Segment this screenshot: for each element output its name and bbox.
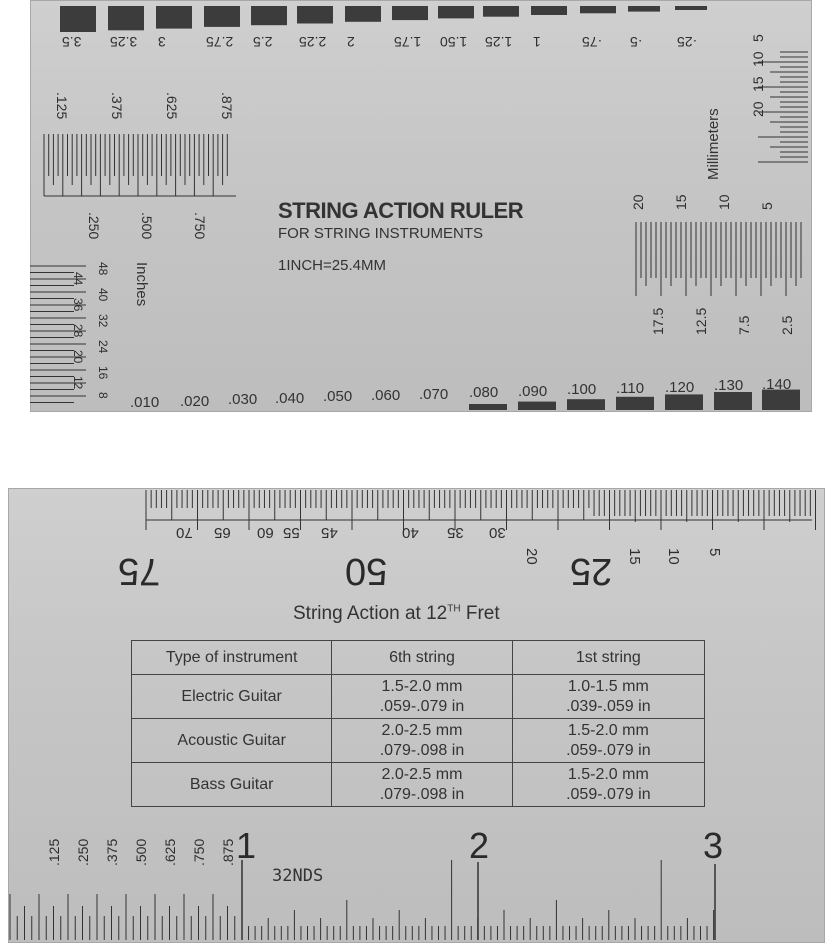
row-sixth [332, 675, 512, 719]
radius-label-inner: 36 [71, 298, 85, 312]
gauge-top-label: 2.5 [253, 34, 273, 50]
feeler-label: .100 [567, 381, 597, 399]
mm-block-bottom-label: 2.5 [779, 315, 795, 335]
sixth-mm: 1.5-2.0 mm [381, 677, 463, 695]
radius-label-inner: 28 [71, 324, 85, 338]
feeler-label: .030 [228, 391, 258, 409]
radius-label: 32 [96, 314, 110, 328]
inch-big-label: 3 [703, 825, 724, 866]
mm-small-label: 45 [321, 524, 338, 541]
feeler-label: .090 [518, 382, 548, 400]
inch-big-label: 1 [236, 825, 257, 866]
row-first [512, 763, 704, 807]
gauge-top-label: 1 [533, 34, 541, 50]
mm-small-label: 15 [626, 548, 643, 565]
first-in: .059-.079 in [566, 741, 651, 759]
mm-big-label: 50 [345, 550, 388, 592]
feeler-label: .040 [275, 389, 305, 407]
feeler-label: .070 [419, 385, 449, 403]
mm-block-top-label: 10 [716, 194, 732, 210]
mm-block-top-label: 5 [759, 202, 775, 210]
feeler-label: .110 [616, 380, 645, 397]
table-row [132, 763, 705, 807]
gauge-top-label: ·25 [677, 34, 698, 50]
radius-label-inner: 44 [71, 272, 85, 286]
table-header-row [132, 641, 705, 675]
header-cell-type: Type of instrument [132, 641, 332, 675]
gauge-top-label: 2.25 [299, 34, 327, 50]
mm-big-label: 25 [570, 550, 613, 592]
inch-fraction-bottom-label: .500 [139, 212, 155, 240]
header-cell-first: 1st string [512, 641, 704, 675]
mm-small-label: 70 [176, 524, 193, 541]
mm-small-label: 40 [402, 524, 419, 541]
inch-fraction-label: .875 [220, 838, 236, 866]
sixth-in: .059-.079 in [379, 697, 465, 715]
sixth-in: .079-.098 in [379, 741, 465, 759]
mm-small-label: 10 [665, 548, 682, 565]
first-mm: 1.5-2.0 mm [567, 765, 649, 783]
table-row [132, 675, 705, 719]
inch-fraction-top-label: .375 [109, 92, 125, 120]
inch-fraction-label: .750 [191, 838, 207, 866]
row-type: Electric Guitar [132, 675, 332, 719]
inch-fraction-label: .625 [162, 838, 178, 866]
gauge-top-label: 3.5 [62, 34, 82, 50]
gauge-top-label: 1.75 [394, 34, 422, 50]
inch-big-label: 2 [469, 825, 490, 866]
gauge-top-label: 1.25 [485, 34, 513, 50]
feeler-label: .060 [371, 387, 401, 404]
ruler-conversion: 1INCH=25.4MM [278, 257, 386, 274]
mm-small-label: 5 [706, 548, 723, 557]
gauge-top-label: 3.25 [110, 34, 138, 50]
first-mm: 1.5-2.0 mm [567, 721, 649, 739]
table-title [293, 603, 500, 625]
inch-fraction-label: .500 [133, 838, 149, 866]
inch-fraction-bottom-label: .250 [86, 212, 102, 240]
row-sixth [332, 763, 512, 807]
radius-label: 24 [96, 340, 110, 354]
mm-block-bottom-label: 17.5 [650, 307, 666, 335]
row-type: Acoustic Guitar [132, 719, 332, 763]
inch-fraction-label: .375 [104, 838, 120, 866]
table-row [132, 719, 705, 763]
mm-side-label: 20 [750, 101, 766, 117]
gauge-top-label: ·5 [630, 34, 643, 50]
sixth-in: .079-.098 in [379, 785, 465, 803]
mm-small-label: 35 [447, 524, 464, 541]
radius-label: 16 [96, 366, 110, 380]
radius-label-inner: 20 [71, 350, 85, 364]
string-action-table [131, 640, 705, 807]
mm-side-label: 10 [750, 51, 766, 67]
table-title-end: Fret [465, 603, 500, 624]
row-first [512, 719, 704, 763]
first-in: .039-.059 in [566, 697, 651, 715]
feeler-label: .140 [762, 375, 792, 393]
feeler-label: .050 [323, 388, 353, 406]
table-title-sup: TH [447, 603, 461, 615]
inch-fraction-top-label: .125 [54, 92, 70, 120]
radius-label-inner: 12 [71, 376, 85, 390]
feeler-label: .020 [180, 392, 210, 410]
inch-fraction-label: .125 [46, 838, 62, 866]
ruler-subtitle: FOR STRING INSTRUMENTS [278, 225, 483, 242]
inch-fraction-top-label: .625 [164, 92, 180, 120]
mm-small-label: 55 [283, 524, 300, 541]
mm-small-label: 65 [214, 524, 231, 541]
first-in: .059-.079 in [566, 785, 651, 803]
ruler-title: STRING ACTION RULER [278, 198, 524, 223]
table-title-text: String Action at 12 [293, 603, 448, 624]
millimeters-label: Millimeters [705, 108, 722, 180]
feeler-label: .120 [665, 378, 695, 396]
gauge-top-label: 3 [158, 34, 166, 50]
header-cell-sixth: 6th string [332, 641, 512, 675]
gauge-top-label: ·75 [582, 34, 603, 50]
row-first [512, 675, 704, 719]
mm-block-bottom-label: 7.5 [736, 315, 752, 335]
row-type: Bass Guitar [132, 763, 332, 807]
feeler-label: .080 [469, 384, 499, 402]
mm-side-label: 5 [750, 34, 766, 42]
brand-mark: 32NDS [272, 866, 324, 886]
inches-label: Inches [133, 262, 150, 307]
gauge-top-label: 1.50 [440, 34, 468, 50]
inch-fraction-bottom-label: .750 [192, 212, 208, 240]
radius-label: 40 [96, 288, 110, 302]
mm-block-bottom-label: 12.5 [693, 307, 709, 335]
radius-label: 48 [96, 262, 110, 276]
feeler-label: .130 [714, 377, 744, 395]
radius-label: 8 [96, 392, 110, 399]
inch-fraction-top-label: .875 [219, 92, 235, 120]
mm-block-top-label: 15 [673, 194, 689, 210]
mm-small-label: 60 [257, 524, 274, 541]
mm-big-label: 75 [118, 550, 161, 592]
mm-small-label: 30 [489, 524, 506, 541]
sixth-mm: 2.0-2.5 mm [381, 765, 463, 783]
first-mm: 1.0-1.5 mm [567, 677, 649, 695]
inch-fraction-label: .250 [75, 838, 91, 866]
sixth-mm: 2.0-2.5 mm [381, 721, 463, 739]
mm-block-top-label: 20 [630, 194, 646, 210]
gauge-top-label: 2.75 [206, 34, 234, 50]
feeler-label: .010 [130, 394, 160, 411]
row-sixth [332, 719, 512, 763]
mm-side-label: 15 [750, 76, 766, 92]
mm-small-label: 20 [523, 548, 540, 565]
gauge-top-label: 2 [347, 34, 355, 50]
